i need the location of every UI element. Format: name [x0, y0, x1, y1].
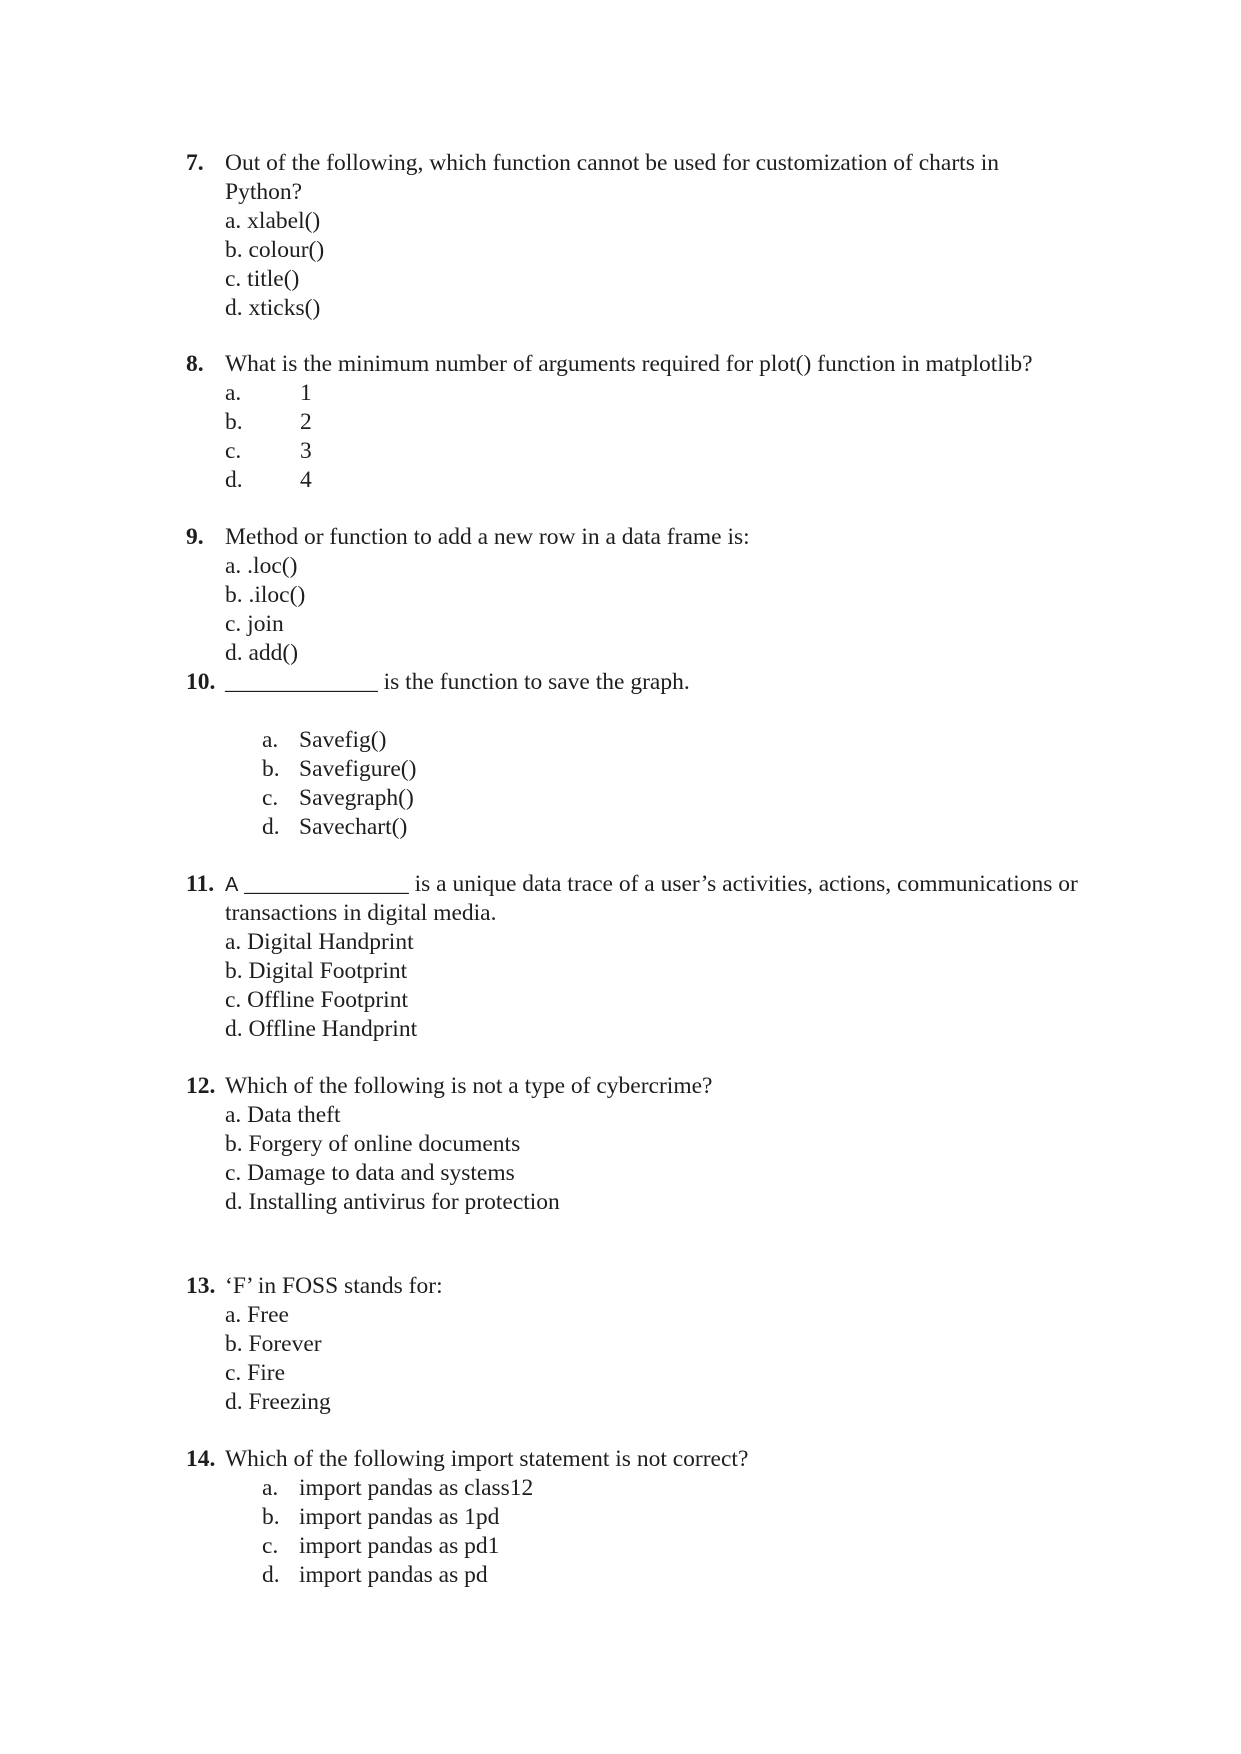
option-letter: c.	[225, 438, 242, 464]
answer-option-b	[262, 1503, 499, 1532]
answer-option-d: d. add()	[225, 640, 299, 666]
answer-option-b: b. .iloc()	[225, 582, 306, 608]
option-value: 2	[300, 409, 312, 435]
answer-option-c: c. title()	[225, 266, 300, 292]
answer-option-a: a. Digital Handprint	[225, 929, 414, 955]
answer-option-a	[225, 379, 312, 408]
option-value: import pandas as class12	[299, 1475, 534, 1501]
answer-option-b	[262, 755, 416, 784]
question-stem: Python?	[225, 179, 303, 205]
question-number: 9.	[186, 524, 204, 550]
answer-option-a: a. Free	[225, 1302, 289, 1328]
answer-option-b: b. colour()	[225, 237, 325, 263]
question-stem: transactions in digital media.	[225, 900, 497, 926]
answer-option-d	[262, 813, 407, 842]
answer-option-d: d. Freezing	[225, 1389, 331, 1415]
answer-option-d: d. Installing antivirus for protection	[225, 1189, 560, 1215]
option-value: Savefigure()	[299, 756, 417, 782]
question-number: 10.	[186, 669, 216, 695]
option-letter: b.	[262, 756, 280, 782]
question-stem: ‘F’ in FOSS stands for:	[225, 1273, 443, 1299]
answer-option-c: c. join	[225, 611, 284, 637]
question-number: 8.	[186, 351, 204, 377]
answer-option-c: c. Offline Footprint	[225, 987, 408, 1013]
answer-option-a	[262, 726, 386, 755]
question-stem: _____________ is the function to save the graph.	[225, 669, 690, 695]
answer-option-a: a. .loc()	[225, 553, 298, 579]
option-letter: b.	[262, 1504, 280, 1530]
answer-option-b	[225, 408, 312, 437]
option-letter: b.	[225, 409, 243, 435]
answer-option-d: d. xticks()	[225, 295, 321, 321]
option-value: import pandas as pd1	[299, 1533, 500, 1559]
option-value: 1	[300, 380, 312, 406]
answer-option-c	[262, 1532, 499, 1561]
answer-option-c: c. Damage to data and systems	[225, 1160, 515, 1186]
option-value: import pandas as pd	[299, 1562, 488, 1588]
option-value: 3	[300, 438, 312, 464]
option-letter: d.	[262, 814, 280, 840]
question-stem: Which of the following import statement is not correct?	[225, 1446, 749, 1472]
question-stem	[225, 870, 1078, 899]
option-value: Savechart()	[299, 814, 408, 840]
option-value: Savefig()	[299, 727, 387, 753]
question-number: 11.	[186, 871, 215, 897]
option-letter: c.	[262, 785, 279, 811]
answer-option-c: c. Fire	[225, 1360, 286, 1386]
stem-prefix: A	[225, 874, 239, 896]
option-letter: a.	[262, 727, 279, 753]
option-value: import pandas as 1pd	[299, 1504, 500, 1530]
answer-option-c	[225, 437, 312, 466]
answer-option-b: b. Digital Footprint	[225, 958, 408, 984]
answer-option-d	[262, 1561, 488, 1590]
answer-option-d: d. Offline Handprint	[225, 1016, 418, 1042]
option-letter: a.	[262, 1475, 279, 1501]
question-stem: Method or function to add a new row in a data frame is:	[225, 524, 750, 550]
answer-option-b: b. Forever	[225, 1331, 322, 1357]
option-letter: c.	[262, 1533, 279, 1559]
option-value: 4	[300, 467, 312, 493]
question-number: 7.	[186, 150, 204, 176]
question-number: 12.	[186, 1073, 216, 1099]
option-letter: a.	[225, 380, 242, 406]
answer-option-a: a. xlabel()	[225, 208, 321, 234]
question-stem: Which of the following is not a type of cybercrime?	[225, 1073, 713, 1099]
stem-text: ______________ is a unique data trace of a user’s activities, actions, communications or	[238, 871, 1078, 897]
question-number: 13.	[186, 1273, 216, 1299]
question-number: 14.	[186, 1446, 216, 1472]
answer-option-a	[262, 1474, 533, 1503]
question-stem: Out of the following, which function cannot be used for customization of charts in	[225, 150, 1000, 176]
option-letter: d.	[225, 467, 243, 493]
answer-option-b: b. Forgery of online documents	[225, 1131, 521, 1157]
option-value: Savegraph()	[299, 785, 414, 811]
answer-option-d	[225, 466, 312, 495]
question-stem: What is the minimum number of arguments required for plot() function in matplotlib?	[225, 351, 1033, 377]
option-letter: d.	[262, 1562, 280, 1588]
answer-option-a: a. Data theft	[225, 1102, 341, 1128]
answer-option-c	[262, 784, 414, 813]
